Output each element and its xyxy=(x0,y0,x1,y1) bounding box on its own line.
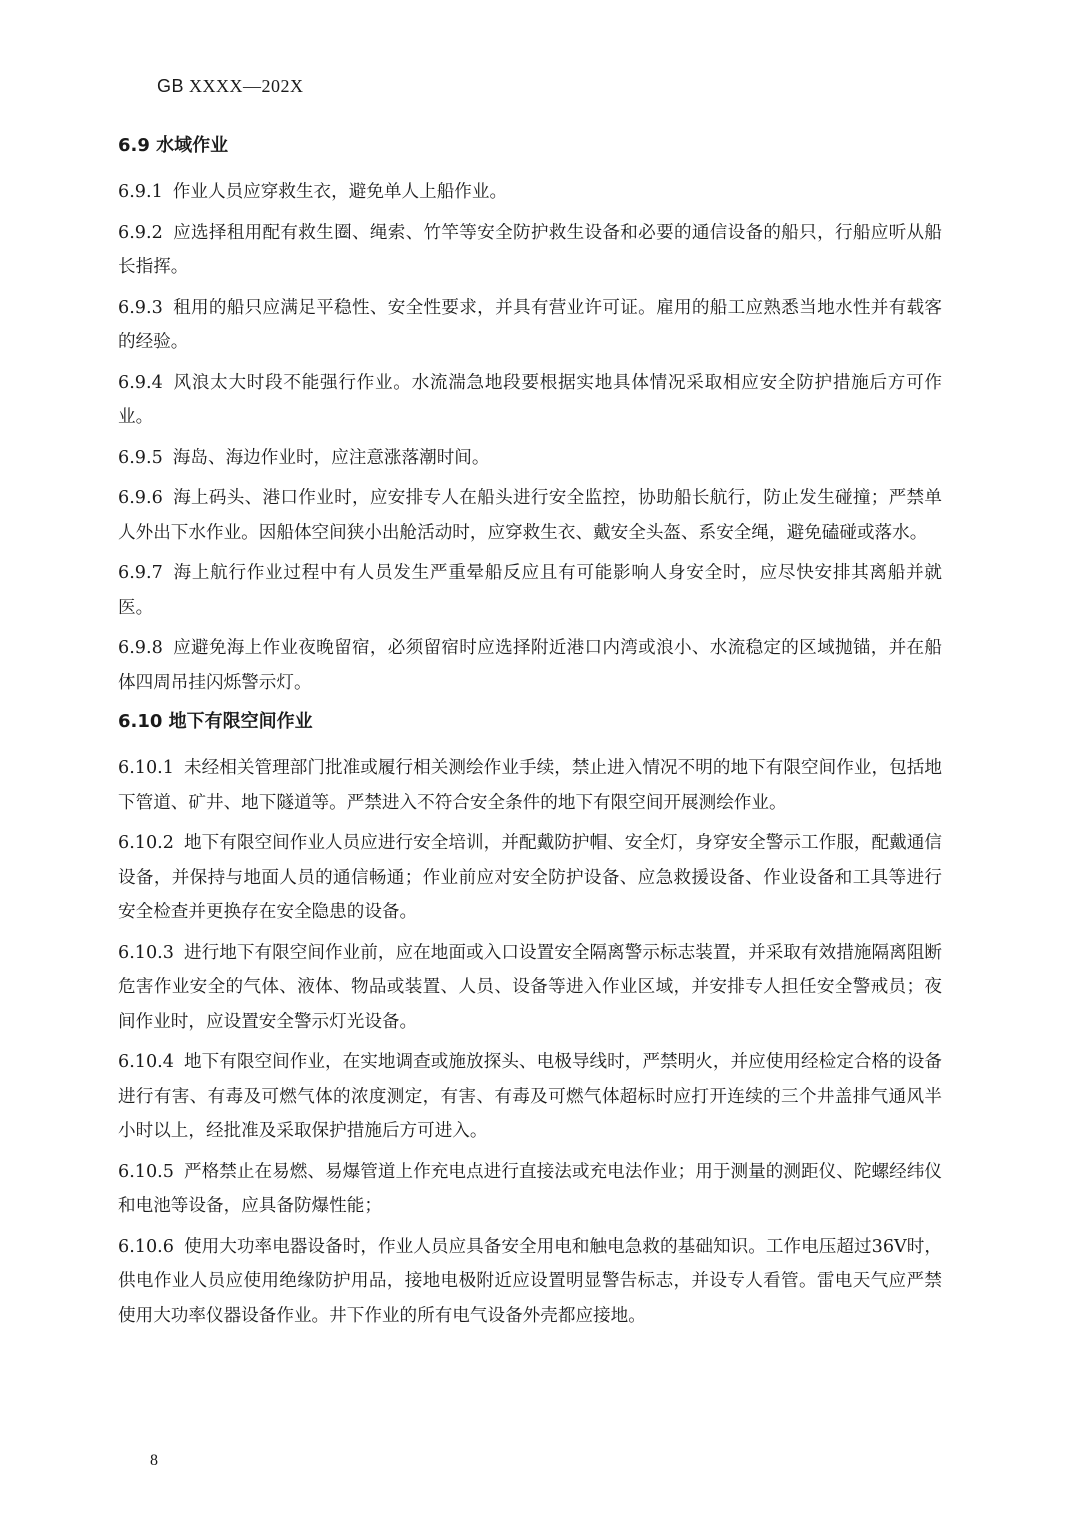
clause-6-10-4 xyxy=(118,1045,942,1149)
clause-text: 海岛、海边作业时，应注意涨落潮时间。 xyxy=(172,447,490,468)
clause-number: 6.10.1 xyxy=(118,758,174,778)
clause-text: 严格禁止在易燃、易爆管道上作充电点进行直接法或充电法作业；用于测量的测距仪、陀螺经纬仪和电池等设备，应具备防爆性能； xyxy=(118,1161,942,1216)
clause-text: 海上码头、港口作业时，应安排专人在船头进行安全监控，协助船长航行，防止发生碰撞；严禁单人外出下水作业。因船体空间狭小出舱活动时，应穿救生衣、戴安全头盔、系安全绳，避免磕碰或落水。 xyxy=(118,488,942,543)
clause-number: 6.10.5 xyxy=(118,1161,174,1182)
page-content xyxy=(118,130,942,1339)
clause-text: 应选择租用配有救生圈、绳索、竹竿等安全防护救生设备和必要的通信设备的船只，行船应听从船长指挥。 xyxy=(118,222,942,277)
clause-number: 6.9.7 xyxy=(118,563,163,583)
clause-6-9-7 xyxy=(118,556,942,625)
clause-number: 6.10.4 xyxy=(118,1052,174,1072)
clause-6-9-5 xyxy=(118,441,942,476)
clause-6-9-8 xyxy=(118,631,942,700)
clause-text: 作业人员应穿救生衣，避免单人上船作业。 xyxy=(172,182,508,202)
clause-number: 6.9.8 xyxy=(118,638,163,658)
clause-number: 6.9.2 xyxy=(118,222,163,243)
clause-text: 风浪太大时段不能强行作业。水流湍急地段要根据实地具体情况采取相应安全防护措施后方可作业。 xyxy=(118,372,942,427)
clause-6-9-6 xyxy=(118,481,942,550)
clause-text: 地下有限空间作业人员应进行安全培训，并配戴防护帽、安全灯，身穿安全警示工作服，配戴通信设备，并保持与地面人员的通信畅通；作业前应对安全防护设备、应急救援设备、作业设备和工具等进行安全检查并更换存在安全隐患的设备。 xyxy=(118,833,942,922)
clause-number: 6.10.2 xyxy=(118,833,174,853)
page-header xyxy=(157,76,304,97)
standard-prefix: GB xyxy=(157,76,185,96)
clause-6-9-4 xyxy=(118,366,942,435)
section-title-6-10: 6.10 地下有限空间作业 xyxy=(118,711,313,732)
clause-text: 进行地下有限空间作业前，应在地面或入口设置安全隔离警示标志装置，并采取有效措施隔离阻断危害作业安全的气体、液体、物品或装置、人员、设备等进入作业区域，并安排专人担任安全警戒员；夜间作业时，应设置安全警示灯光设备。 xyxy=(118,942,942,1032)
clause-number: 6.9.5 xyxy=(118,447,163,468)
clause-number: 6.9.3 xyxy=(118,297,163,318)
section-title-6-9: 6.9 水域作业 xyxy=(118,135,229,156)
clause-6-10-1 xyxy=(118,751,942,820)
clause-text: 租用的船只应满足平稳性、安全性要求，并具有营业许可证。雇用的船工应熟悉当地水性并有载客的经验。 xyxy=(118,297,942,352)
clause-text: 使用大功率电器设备时，作业人员应具备安全用电和触电急救的基础知识。工作电压超过36V时，供电作业人员应使用绝缘防护用品，接地电极附近应设置明显警告标志，并设专人看管。雷电天气应严禁使用大功率仪器设备作业。井下作业的所有电气设备外壳都应接地。 xyxy=(118,1236,942,1326)
clause-text: 应避免海上作业夜晚留宿，必须留宿时应选择附近港口内湾或浪小、水流稳定的区域抛锚，并在船体四周吊挂闪烁警示灯。 xyxy=(118,638,942,693)
clause-text: 海上航行作业过程中有人员发生严重晕船反应且有可能影响人身安全时，应尽快安排其离船并就医。 xyxy=(118,563,942,618)
standard-code: XXXX—202X xyxy=(184,76,304,96)
clause-6-9-3 xyxy=(118,291,942,360)
page-number: 8 xyxy=(150,1452,158,1469)
clause-6-9-1 xyxy=(118,175,942,210)
clause-number: 6.10.6 xyxy=(118,1236,174,1257)
clause-text: 未经相关管理部门批准或履行相关测绘作业手续，禁止进入情况不明的地下有限空间作业，包括地下管道、矿井、地下隧道等。严禁进入不符合安全条件的地下有限空间开展测绘作业。 xyxy=(118,758,942,813)
clause-text: 地下有限空间作业，在实地调查或施放探头、电极导线时，严禁明火，并应使用经检定合格的设备进行有害、有毒及可燃气体的浓度测定，有害、有毒及可燃气体超标时应打开连续的三个井盖排气通风半小时以上，经批准及采取保护措施后方可进入。 xyxy=(118,1052,942,1141)
clause-number: 6.9.6 xyxy=(118,488,163,508)
clause-6-10-3 xyxy=(118,936,942,1040)
clause-number: 6.10.3 xyxy=(118,942,174,963)
clause-6-10-5 xyxy=(118,1155,942,1224)
clause-6-10-6 xyxy=(118,1230,942,1334)
clause-number: 6.9.1 xyxy=(118,182,163,202)
clause-number: 6.9.4 xyxy=(118,372,163,393)
clause-6-9-2 xyxy=(118,216,942,285)
clause-6-10-2 xyxy=(118,826,942,930)
